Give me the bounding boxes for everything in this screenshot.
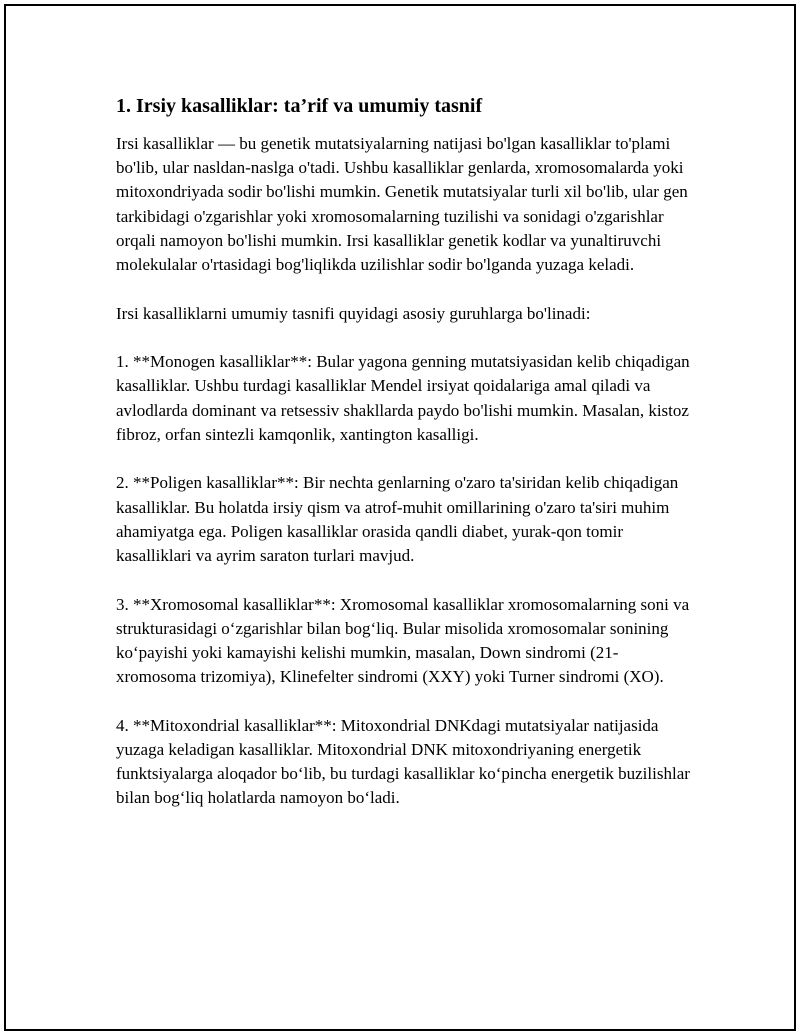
- document-title: 1. Irsiy kasalliklar: ta’rif va umumiy tasnif: [116, 95, 483, 117]
- monogenic-paragraph: 1. **Monogen kasalliklar**: Bular yagona genning mutatsiyasidan kelib chiqadigan kasalliklar. Ushbu turdagi kasalliklar Mendel irsiyat qoidalariga amal qiladi va avlodlarda dominant va retsessiv shakllarda paydo bo'lishi mumkin. Masalan, kistoz fibroz, orfan sintezli kamqonlik, xantington kasalligi.: [116, 352, 690, 444]
- chromosomal-paragraph: 3. **Xromosomal kasalliklar**: Xromosomal kasalliklar xromosomalarning soni va strukturasidagi o‘zgarishlar bilan bog‘liq. Bular misolida xromosomalar sonining ko‘payishi yoki kamayishi kelishi mumkin, masalan, Down sindromi (21-xromosoma trizomiya), Klinefelter sindromi (XXY) yoki Turner sindromi (XO).: [116, 594, 690, 687]
- mitochondrial-paragraph: 4. **Mitoxondrial kasalliklar**: Mitoxondrial DNKdagi mutatsiyalar natijasida yuzaga keladigan kasalliklar. Mitoxondrial DNK mitoxondriyaning energetik funktsiyalarga aloqador bo‘lib, bu turdagi kasalliklar ko‘pincha energetik buzilishlar bilan bog‘liq holatlarda namoyon bo‘ladi.: [116, 715, 690, 808]
- polygenic-paragraph: 2. **Poligen kasalliklar**: Bir nechta genlarning o'zaro ta'siridan kelib chiqadigan kasalliklar. Bu holatda irsiy qism va atrof-muhit omillarining o'zaro ta'siri muhim ahamiyatga ega. Poligen kasalliklar orasida qandli diabet, yurak-qon tomir kasalliklari va ayrim saraton turlari mavjud.: [116, 473, 679, 566]
- intro-paragraph: Irsi kasalliklar — bu genetik mutatsiyalarning natijasi bo'lgan kasalliklar to'plami bo'lib, ular nasldan-naslga o'tadi. Ushbu kasalliklar genlarda, xromosomalarda yoki mitoxondriyada sodir bo'lishi mumkin. Genetik mutatsiyalar turli xil bo'lib, ular gen tarkibidagi o'zgarishlar yoki xromosomalarning tuzilishi va sonidagi o'zgarishlar orqali namoyon bo'lishi mumkin. Irsi kasalliklar genetik kodlar va yunaltiruvchi molekulalar o'rtasidagi bog'liqlikda uzilishlar sodir bo'lganda yuzaga keladi.: [116, 134, 688, 275]
- document-body: [116, 92, 696, 835]
- classification-lead-paragraph: Irsi kasalliklarni umumiy tasnifi quyidagi asosiy guruhlarga bo'linadi:: [116, 303, 591, 323]
